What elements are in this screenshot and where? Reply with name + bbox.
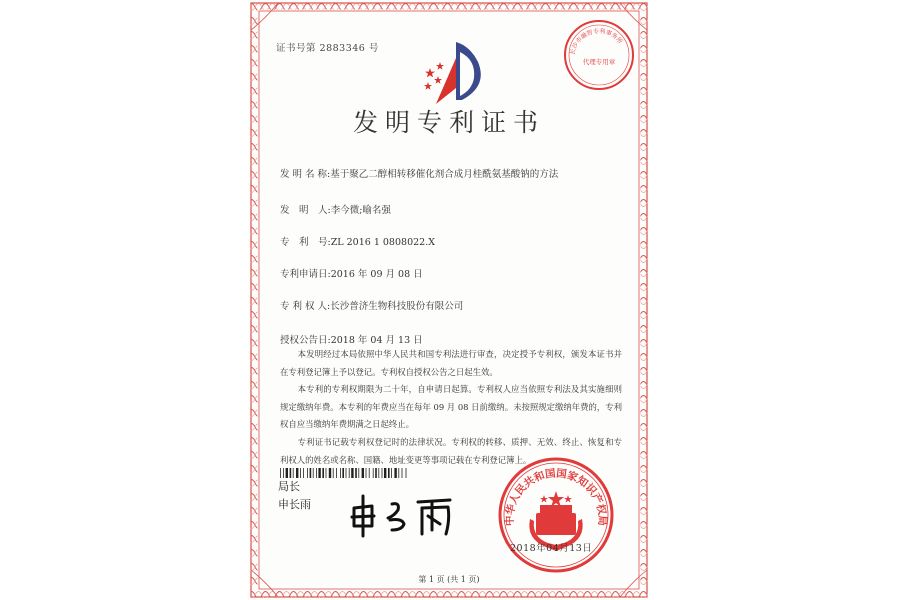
certificate-number-suffix: 号 — [368, 43, 379, 54]
seal-date: 2018年04月13日 — [510, 543, 593, 554]
svg-text:代理专用章: 代理专用章 — [582, 58, 616, 66]
field-invention-name — [280, 166, 558, 180]
certificate-number-value: 2883346 — [319, 43, 366, 54]
svg-text:长沙市融智专利事务所: 长沙市融智专利事务所 — [569, 27, 624, 56]
field-label: 授权公告日: — [280, 335, 331, 346]
official-seal-icon — [496, 455, 616, 575]
page-indicator: 第 1 页 (共 1 页) — [418, 575, 480, 584]
field-label: 专 利 权 人: — [280, 301, 331, 312]
director-name: 申长雨 — [278, 498, 311, 511]
field-value: 2018 年 04 月 13 日 — [330, 335, 423, 346]
cnipa-logo-icon — [416, 38, 496, 108]
field-label: 专利申请日: — [280, 269, 331, 280]
field-value: 基于聚乙二醇相转移催化剂合成月桂酰氨基酸钠的方法 — [330, 169, 559, 180]
field-label: 发 明 名 称: — [280, 169, 331, 180]
field-label: 发 明 人: — [280, 205, 331, 216]
agency-seal-icon — [562, 18, 636, 92]
certificate-body — [280, 346, 622, 469]
certificate-number — [276, 40, 379, 54]
patent-certificate — [248, 0, 650, 600]
field-patent-number — [280, 234, 435, 248]
director-signature — [348, 490, 458, 540]
field-value: 长沙普济生物科技股份有限公司 — [330, 301, 464, 312]
field-value: 2016 年 09 月 08 日 — [330, 269, 423, 280]
field-label: 专 利 号: — [280, 237, 331, 248]
field-application-date — [280, 266, 423, 280]
certificate-number-label: 证书号第 — [276, 43, 317, 54]
barcode — [280, 468, 408, 478]
body-paragraph: 本专利的专利权期限为二十年，自申请日起算。专利权人应当依照专利法及其实施细则规定缴纳年费。本专利的年费应当在每年 09 月 08 日前缴纳。未按照规定缴纳年费的，专利权自应当缴纳年费期满之日起终止。 — [280, 384, 622, 430]
svg-text:中华人民共和国国家知识产权局: 中华人民共和国国家知识产权局 — [503, 467, 609, 527]
director-title: 局长 — [278, 480, 300, 493]
body-paragraph: 本发明经过本局依照中华人民共和国专利法进行审查，决定授予专利权，颁发本证书并在专利登记簿上予以登记。专利权自授权公告之日起生效。 — [280, 349, 622, 377]
certificate-title: 发明专利证书 — [352, 108, 545, 137]
field-value: ZL 2016 1 0808022.X — [330, 237, 435, 248]
field-patentee — [280, 298, 463, 312]
field-inventor — [280, 202, 391, 216]
field-grant-date — [280, 332, 423, 346]
body-paragraph: 专利证书记载专利权登记时的法律状况。专利权的转移、质押、无效、终止、恢复和专利权人的姓名或名称、国籍、地址变更等事项记载在专利登记簿上。 — [280, 436, 622, 465]
field-value: 李今微;喻名强 — [330, 205, 391, 216]
